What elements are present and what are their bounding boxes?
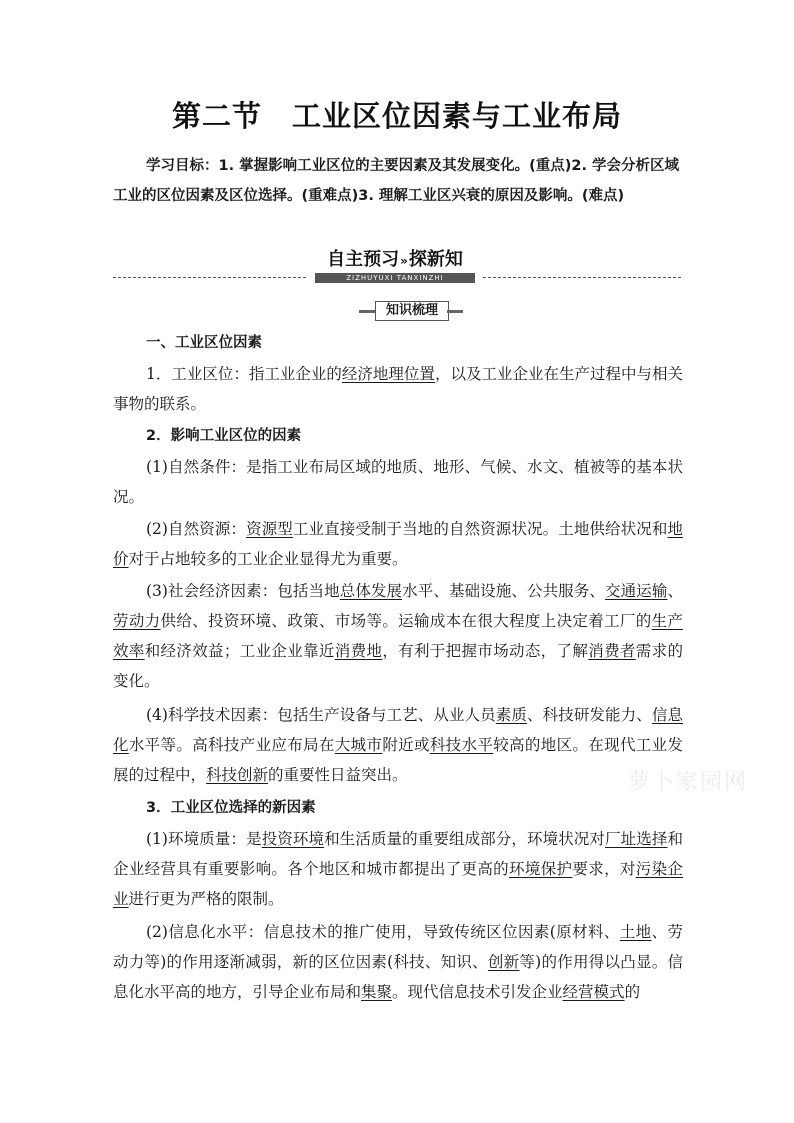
knowledge-tag — [359, 301, 463, 321]
banner-left-text: 自主预习 — [327, 249, 400, 270]
text: ，有利于把握市场动态，了解 — [382, 642, 589, 660]
paragraph-environment-quality — [113, 824, 683, 914]
tag-label: 知识梳理 — [375, 301, 449, 321]
underlined-term: 劳动力 — [113, 612, 161, 630]
underlined-term: 交通运输 — [605, 582, 668, 600]
underlined-term: 素质 — [495, 706, 527, 724]
watermark: 萝卜家园网 — [628, 770, 749, 795]
underlined-term: 生产效率 — [113, 612, 683, 660]
underlined-term: 科技水平 — [429, 736, 494, 754]
banner-title — [307, 249, 483, 271]
text: 等)的作用得以凸显。信息化水平高的地方，引导企业布局和 — [113, 953, 683, 1001]
text: (1)环境质量：是 — [146, 830, 262, 848]
text: 、 — [667, 582, 683, 600]
heading-new-factors: 3．工业区位选择的新因素 — [146, 800, 316, 816]
underlined-term: 大城市 — [334, 736, 383, 754]
double-arrow-icon: » — [400, 254, 408, 268]
text: (4)科学技术因素：包括生产设备与工艺、从业人员 — [146, 706, 496, 724]
underlined-term: 信息化 — [113, 706, 683, 754]
learning-objectives: 学习目标：1. 掌握影响工业区位的主要因素及其发展变化。(重点)2. 学会分析区域工业的区位因素及区位选择。(重难点)3. 理解工业区兴衰的原因及影响。(难点) — [113, 158, 680, 204]
underlined-term: 厂址选择 — [605, 830, 668, 848]
text: 水平、基础设施、公共服务、 — [402, 582, 606, 600]
text: (2)自然资源： — [146, 520, 247, 538]
text: 供给、投资环境、政策、市场等。运输成本在很大程度上决定着工厂的 — [160, 612, 652, 630]
underlined-term: 消费者 — [588, 642, 636, 660]
text: 的重要性日益突出。 — [268, 766, 408, 784]
tag-left-bar — [359, 310, 375, 313]
text: 、科技研发能力、 — [527, 706, 652, 724]
text: 对于占地较多的工业企业显得尤为重要。 — [128, 550, 408, 568]
underlined-term: 经营模式 — [562, 983, 625, 1001]
underlined-term: 总体发展 — [339, 582, 403, 600]
text: 需求的变化。 — [113, 642, 683, 690]
underlined-term: 土地 — [619, 923, 652, 941]
page-title: 第二节 工业区位因素与工业布局 — [171, 99, 622, 133]
tag-right-bar — [447, 310, 463, 313]
text: 工业直接受制于当地的自然资源状况。土地供给状况和 — [292, 520, 668, 538]
text: 和生活质量的重要组成部分，环境状况对 — [324, 830, 606, 848]
text: 进行更为严格的限制。 — [128, 890, 284, 908]
text: (3)社会经济因素：包括当地 — [146, 582, 340, 600]
text: 要求，对 — [572, 860, 636, 878]
text: 较高的地区。在现代工业发展的过程中， — [113, 736, 683, 784]
text: 和经济效益；工业企业靠近 — [144, 642, 335, 660]
underlined-term: 创新 — [487, 953, 520, 971]
banner-pinyin: ZIZHUYUXI TANXINZHI — [315, 273, 475, 283]
text: 水平等。高科技产业应布局在 — [128, 736, 335, 754]
paragraph-socioeconomic-factors — [113, 576, 683, 696]
underlined-term: 资源型 — [246, 520, 293, 538]
paragraph-informatization-level — [113, 917, 683, 1007]
underlined-term: 经济地理位置 — [341, 365, 435, 383]
text: 1．工业区位：指工业企业的 — [146, 365, 342, 383]
paragraph-natural-conditions: (1)自然条件：是指工业布局区域的地质、地形、气候、水文、植被等的基本状况。 — [113, 458, 683, 506]
banner-right-text: 探新知 — [408, 249, 463, 270]
paragraph-technology-factors — [113, 700, 683, 790]
underlined-term: 地价 — [113, 520, 683, 568]
underlined-term: 集聚 — [361, 983, 393, 1001]
text: 、劳动力等)的作用逐渐减弱，新的区位因素(科技、知识、 — [113, 923, 683, 971]
text: (2)信息化水平：信息技术的推广使用，导致传统区位因素(原材料、 — [146, 923, 620, 941]
underlined-term: 科技创新 — [206, 766, 269, 784]
underlined-term: 污染企业 — [113, 860, 683, 908]
text: 附近或 — [382, 736, 430, 754]
paragraph-industrial-location — [113, 359, 683, 419]
section-banner — [307, 249, 483, 283]
text: 的 — [624, 983, 641, 1001]
heading-influencing-factors: 2．影响工业区位的因素 — [146, 428, 302, 444]
underlined-term: 消费地 — [334, 642, 383, 660]
text: 和企业经营具有重要影响。各个地区和城市都提出了更高的 — [113, 830, 683, 878]
paragraph-natural-resources — [113, 514, 683, 574]
underlined-term: 投资环境 — [261, 830, 325, 848]
underlined-term: 环境保护 — [509, 860, 573, 878]
text: ，以及工业企业在生产过程中与相关事物的联系。 — [113, 365, 683, 413]
heading-industrial-location-factors: 一、工业区位因素 — [146, 335, 262, 351]
text: 。现代信息技术引发企业 — [392, 983, 563, 1001]
